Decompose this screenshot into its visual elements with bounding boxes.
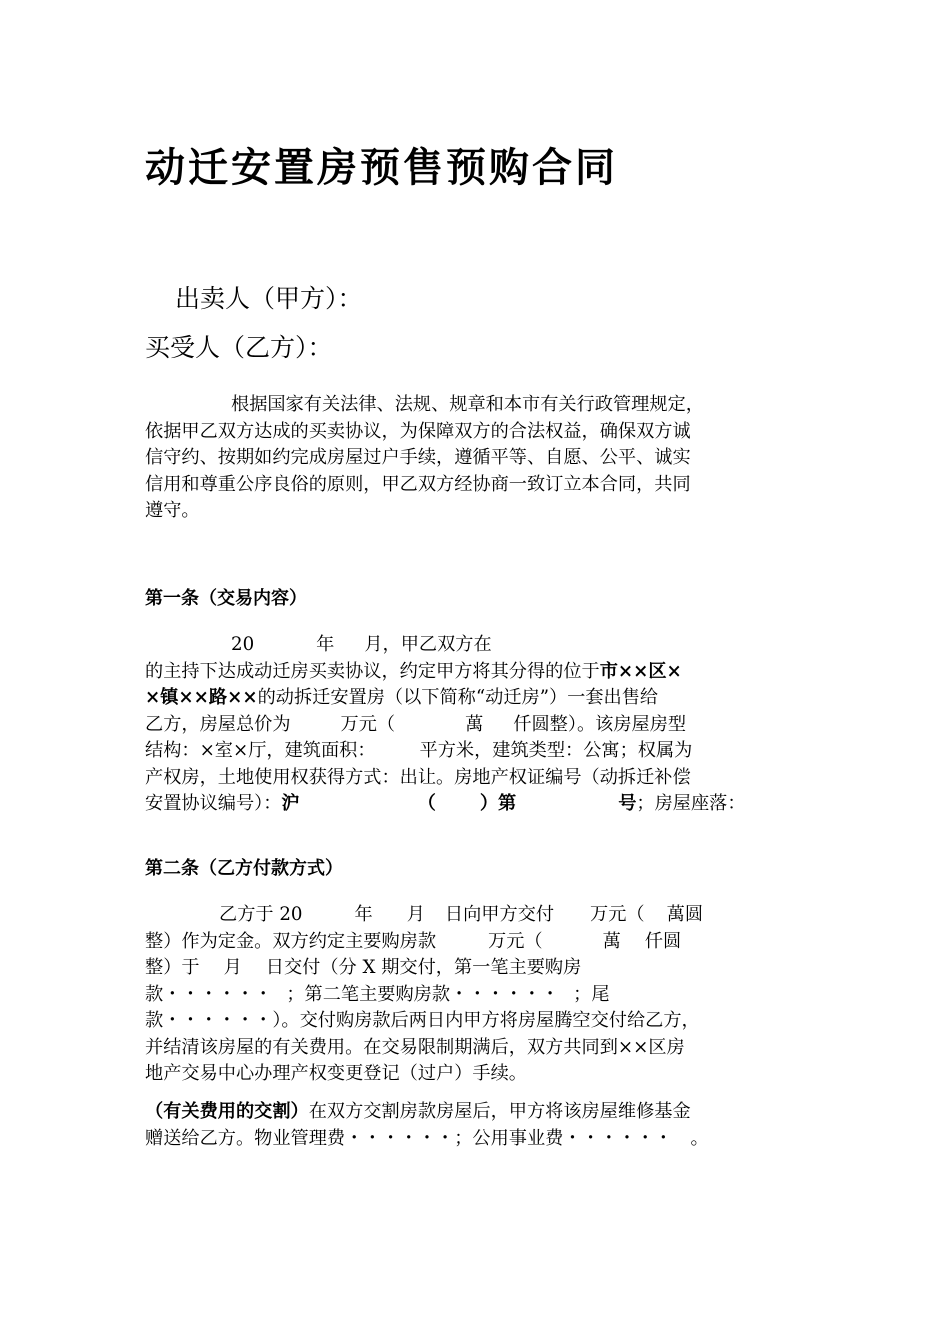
article2-text: 万元（ bbox=[488, 930, 543, 952]
fees-paragraph bbox=[145, 1099, 805, 1152]
article2-text: 并结清该房屋的有关费用。在交易限制期满后，双方共同到××区房 bbox=[145, 1036, 685, 1058]
article1-heading: 第一条（交易内容） bbox=[145, 588, 307, 609]
article1-text: 20 bbox=[231, 634, 255, 655]
article2-text: 地产交易中心办理产权变更登记（过户）手续。 bbox=[145, 1063, 527, 1084]
fees-text: 。 bbox=[690, 1127, 709, 1149]
article1-text: 月，甲乙双方在 bbox=[364, 634, 492, 655]
preamble-line: 依据甲乙双方达成的买卖协议，为保障双方的合法权益，确保双方诚 bbox=[145, 420, 691, 442]
article1-text: 年 bbox=[316, 634, 335, 655]
article1-text: 万元（ bbox=[340, 713, 396, 735]
address-bold: ×镇××路×× bbox=[145, 687, 258, 708]
article1-text: 产权房，土地使用权获得方式：出让。房地产权证编号（动拆迁补偿 bbox=[145, 766, 691, 788]
cert-bold: 沪 bbox=[281, 793, 300, 814]
article2-text: 乙方于 20 bbox=[219, 904, 303, 925]
fees-text: 在双方交割房款房屋后，甲方将该房屋维修基金 bbox=[308, 1101, 691, 1122]
article1-text: 乙方，房屋总价为 bbox=[145, 713, 291, 735]
buyer-label: 买受人（乙方）： bbox=[145, 333, 333, 362]
preamble-line: 信用和尊重公序良俗的原则，甲乙双方经协商一致订立本合同，共同 bbox=[145, 473, 691, 495]
article2-text: 萬 bbox=[602, 930, 621, 952]
article2-text: 月 bbox=[406, 904, 425, 925]
article2-text: 整）作为定金。双方约定主要购房款 bbox=[145, 930, 437, 952]
article2-text: 仟圆 bbox=[644, 930, 682, 952]
article1-text: 仟圆整）。该房屋房型 bbox=[513, 713, 687, 735]
article2-text: 月 bbox=[223, 957, 242, 978]
fees-text: 赠送给乙方。物业管理费・・・・・・；公用事业费・・・・・・ bbox=[145, 1127, 673, 1149]
preamble-line: 根据国家有关法律、法规、规章和本市有关行政管理规定， bbox=[231, 394, 704, 415]
cert-bold: （ bbox=[417, 793, 436, 814]
article2-text: 款・・・・・・）。交付购房款后两日内甲方将房屋腾空交付给乙方， bbox=[145, 1010, 700, 1031]
preamble-line: 遵守。 bbox=[145, 500, 200, 521]
seller-label: 出卖人（甲方）： bbox=[175, 284, 363, 313]
article1-text: ；房屋座落： bbox=[636, 793, 746, 814]
article1-text: 的主持下达成动迁房买卖协议，约定甲方将其分得的位于 bbox=[145, 660, 600, 682]
preamble-line: 信守约、按期如约完成房屋过户手续，遵循平等、自愿、公平、诚实 bbox=[145, 447, 691, 468]
article2-paragraph bbox=[145, 902, 805, 1088]
address-bold: 市××区× bbox=[599, 660, 682, 682]
article2-text: 年 bbox=[354, 904, 373, 925]
article2-heading: 第二条（乙方付款方式） bbox=[145, 858, 343, 879]
cert-bold: 号 bbox=[618, 793, 637, 814]
article2-text: 日交付（分 X 期交付，第一笔主要购房 bbox=[265, 957, 582, 978]
article1-paragraph bbox=[145, 632, 805, 818]
preamble-paragraph bbox=[145, 392, 805, 525]
article1-text: 结构：×室×厅，建筑面积： bbox=[145, 740, 376, 761]
article2-text: ；第二笔主要购房款・・・・・・ bbox=[286, 983, 560, 1005]
article2-text: 万元（ bbox=[590, 904, 645, 925]
article1-text: 的动拆迁安置房（以下简称“动迁房”）一套出售给 bbox=[257, 687, 659, 708]
article1-text: 平方米，建筑类型：公寓；权属为 bbox=[419, 740, 693, 761]
article2-text: 整）于 bbox=[145, 957, 200, 978]
article1-text: 萬 bbox=[465, 713, 484, 735]
article2-text: ；尾 bbox=[573, 983, 610, 1005]
cert-bold: ）第 bbox=[479, 793, 517, 814]
article2-text: 日向甲方交付 bbox=[444, 904, 555, 925]
article2-text: 萬圆 bbox=[666, 904, 704, 925]
document-title: 动迁安置房预售预购合同 bbox=[145, 145, 618, 191]
article2-text: 款・・・・・・ bbox=[145, 983, 273, 1005]
fees-label: （有关费用的交割） bbox=[145, 1101, 309, 1122]
article1-text: 安置协议编号）： bbox=[145, 793, 282, 814]
